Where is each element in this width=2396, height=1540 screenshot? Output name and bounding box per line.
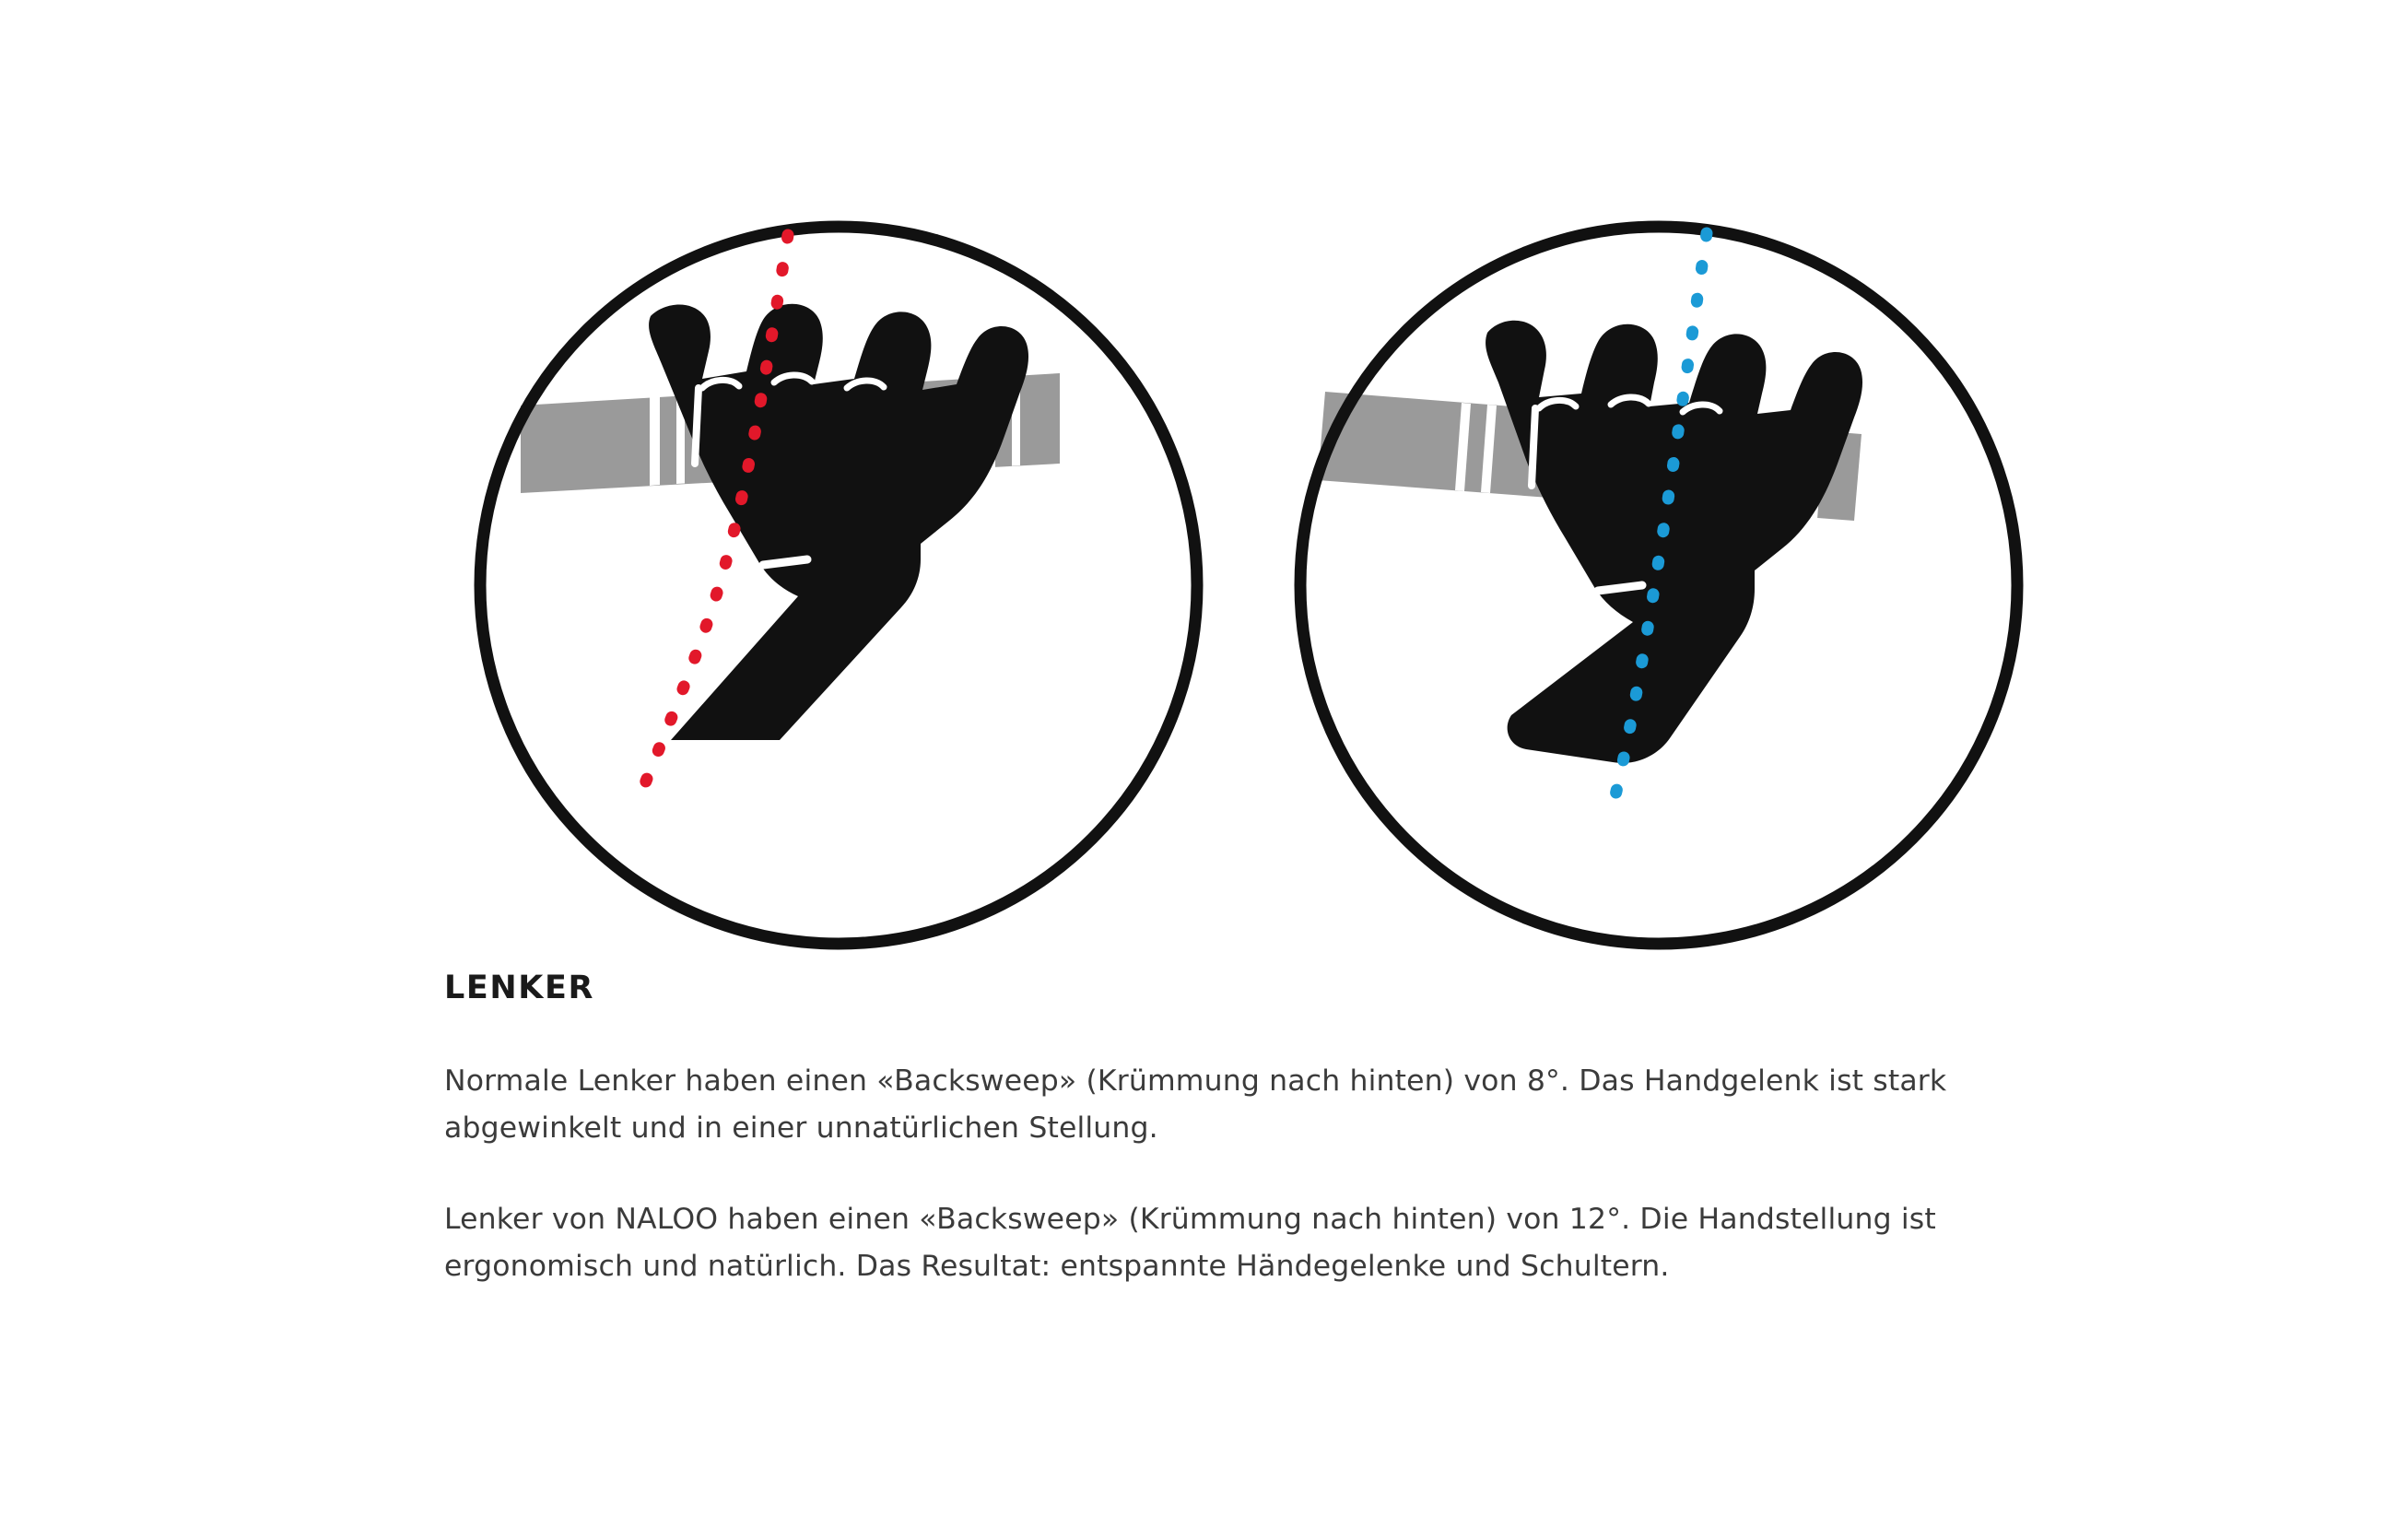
gloved-hand-right (1486, 321, 1862, 763)
text-block (444, 972, 2029, 1290)
figure-naloo-handlebar (1290, 217, 2027, 954)
figure-normal-handlebar (470, 217, 1207, 954)
gloved-hand-left (649, 304, 1028, 740)
section-heading: LENKER (444, 970, 595, 1006)
paragraph-naloo-handlebar: Lenker von NALOO haben einen «Backsweep» (Krümmung nach hinten) von 12°. Die Handstellung ist ergonomisch und natürlich. Das Resultat: entspannte Händegelenke und Schultern. (444, 1203, 1936, 1284)
naloo-handlebar-illustration (1290, 217, 2027, 954)
normal-handlebar-illustration (470, 217, 1207, 954)
paragraph-normal-handlebar: Normale Lenker haben einen «Backsweep» (Krümmung nach hinten) von 8°. Das Handgelenk ist stark abgewinkelt und in einer unnatürlichen Stellung. (444, 1064, 1947, 1146)
